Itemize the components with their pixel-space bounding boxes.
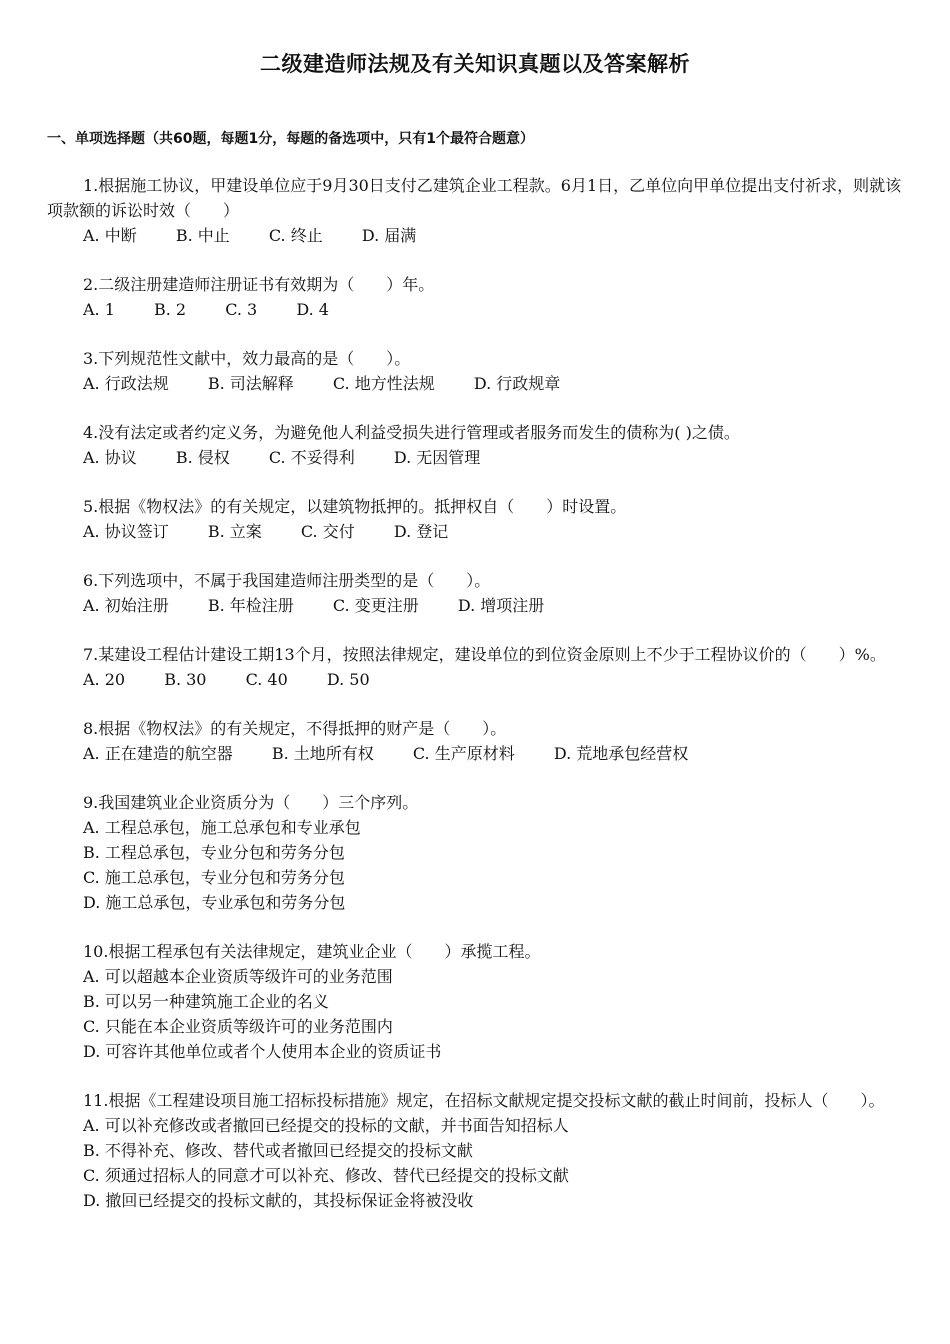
question-stem: 8.根据《物权法》的有关规定，不得抵押的财产是（ ）。 xyxy=(83,719,507,738)
option-b: B. 侵权 xyxy=(175,448,230,467)
question-stem: 6.下列选项中，不属于我国建造师注册类型的是（ ）。 xyxy=(83,571,491,590)
question-stem: 10.根据工程承包有关法律规定，建筑业企业（ ）承揽工程。 xyxy=(83,942,541,961)
option-d: D. 4 xyxy=(296,300,329,319)
question-10 xyxy=(47,939,907,1064)
question-list xyxy=(47,173,907,1237)
option-a: A. 协议 xyxy=(83,448,137,467)
options-row xyxy=(47,223,907,248)
option-b: B. 司法解释 xyxy=(207,374,294,393)
option-c: C. 生产原材料 xyxy=(412,744,515,763)
question-3 xyxy=(47,346,907,396)
option-a: A. 可以超越本企业资质等级许可的业务范围 xyxy=(83,967,393,986)
option-c: C. 40 xyxy=(245,670,288,689)
option-c: C. 交付 xyxy=(300,522,355,541)
option-c: C. 施工总承包，专业分包和劳务分包 xyxy=(83,868,345,887)
option-a: A. 1 xyxy=(83,300,115,319)
question-4 xyxy=(47,420,907,470)
option-a: A. 工程总承包，施工总承包和专业承包 xyxy=(83,818,361,837)
options-row xyxy=(47,297,907,322)
question-stem: 4.没有法定或者约定义务，为避免他人利益受损失进行管理或者服务而发生的债称为( )之债。 xyxy=(83,423,740,442)
option-b: B. 工程总承包，专业分包和劳务分包 xyxy=(83,843,345,862)
option-d: D. 荒地承包经营权 xyxy=(553,744,689,763)
option-d: D. 撤回已经提交的投标文献的，其投标保证金将被没收 xyxy=(83,1191,474,1210)
option-c: C. 变更注册 xyxy=(332,596,419,615)
option-c: C. 3 xyxy=(225,300,258,319)
question-5 xyxy=(47,494,907,544)
question-6 xyxy=(47,568,907,618)
option-b: B. 30 xyxy=(164,670,207,689)
option-a: A. 协议签订 xyxy=(83,522,169,541)
section-heading: 一、单项选择题（共60题，每题1分，每题的备选项中，只有1个最符合题意） xyxy=(47,131,534,147)
option-a: A. 中断 xyxy=(83,226,137,245)
option-a: A. 可以补充修改或者撤回已经提交的投标的文献，并书面告知招标人 xyxy=(83,1116,569,1135)
option-d: D. 行政规章 xyxy=(473,374,561,393)
option-d: D. 增项注册 xyxy=(457,596,545,615)
options-row xyxy=(47,667,907,692)
question-stem: 2.二级注册建造师注册证书有效期为（ ）年。 xyxy=(83,275,435,294)
option-b: B. 中止 xyxy=(175,226,230,245)
document-title: 二级建造师法规及有关知识真题以及答案解析 xyxy=(260,52,690,76)
question-stem: 1.根据施工协议，甲建设单位应于9月30日支付乙建筑企业工程款。6月1日，乙单位向甲单位提出支付祈求，则就该项款额的诉讼时效（ ） xyxy=(47,176,902,220)
option-a: A. 初始注册 xyxy=(83,596,169,615)
option-c: C. 终止 xyxy=(268,226,323,245)
option-d: D. 可容许其他单位或者个人使用本企业的资质证书 xyxy=(83,1042,442,1061)
options-row xyxy=(47,593,907,618)
option-c: C. 地方性法规 xyxy=(332,374,435,393)
option-a: A. 20 xyxy=(83,670,126,689)
question-7 xyxy=(47,642,907,692)
question-2 xyxy=(47,272,907,322)
question-8 xyxy=(47,716,907,766)
options-row xyxy=(47,741,907,766)
option-b: B. 可以另一种建筑施工企业的名义 xyxy=(83,992,329,1011)
options-row xyxy=(47,445,907,470)
question-11 xyxy=(47,1088,907,1213)
option-b: B. 2 xyxy=(154,300,187,319)
option-d: D. 无因管理 xyxy=(393,448,481,467)
question-9 xyxy=(47,790,907,915)
options-row xyxy=(47,371,907,396)
question-stem: 3.下列规范性文献中，效力最高的是（ ）。 xyxy=(83,349,411,368)
option-b: B. 年检注册 xyxy=(207,596,294,615)
option-a: A. 行政法规 xyxy=(83,374,169,393)
option-d: D. 施工总承包，专业承包和劳务分包 xyxy=(83,893,346,912)
question-stem: 9.我国建筑业企业资质分为（ ）三个序列。 xyxy=(83,793,419,812)
question-stem: 11.根据《工程建设项目施工招标投标措施》规定，在招标文献规定提交投标文献的截止时间前，投标人（ ）。 xyxy=(83,1091,885,1110)
option-b: B. 不得补充、修改、替代或者撤回已经提交的投标文献 xyxy=(83,1141,473,1160)
option-c: C. 须通过招标人的同意才可以补充、修改、替代已经提交的投标文献 xyxy=(83,1166,569,1185)
option-c: C. 只能在本企业资质等级许可的业务范围内 xyxy=(83,1017,393,1036)
option-d: D. 50 xyxy=(326,670,370,689)
option-b: B. 立案 xyxy=(207,522,262,541)
question-stem: 7.某建设工程估计建设工期13个月，按照法律规定，建设单位的到位资金原则上不少于工程协议价的（ ）%。 xyxy=(83,645,886,664)
question-stem: 5.根据《物权法》的有关规定，以建筑物抵押的。抵押权自（ ）时设置。 xyxy=(83,497,627,516)
option-b: B. 土地所有权 xyxy=(271,744,374,763)
option-a: A. 正在建造的航空器 xyxy=(83,744,233,763)
question-1 xyxy=(47,173,907,248)
option-c: C. 不妥得利 xyxy=(268,448,355,467)
option-d: D. 登记 xyxy=(393,522,449,541)
option-d: D. 届满 xyxy=(361,226,417,245)
options-row xyxy=(47,519,907,544)
